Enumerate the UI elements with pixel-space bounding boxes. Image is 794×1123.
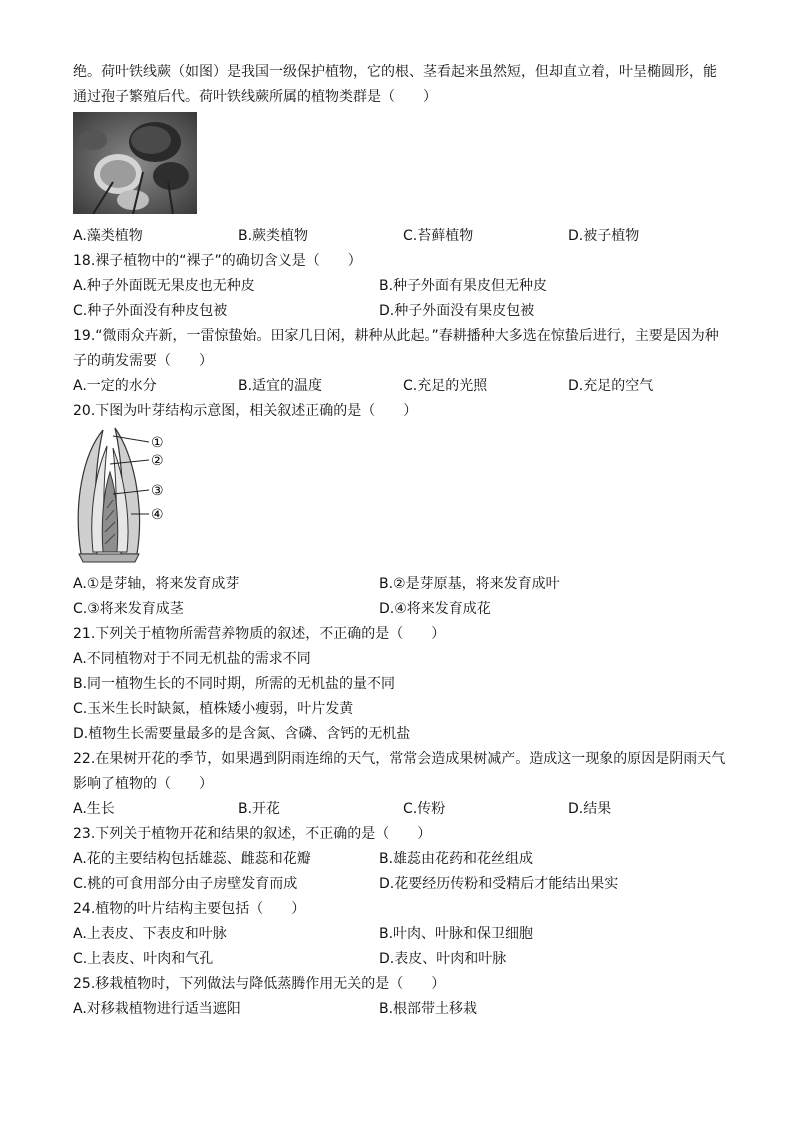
q23-option-a[interactable]: A.花的主要结构包括雄蕊、雌蕊和花瓣 [73, 851, 311, 867]
q17-option-a[interactable]: A.藻类植物 [73, 228, 143, 244]
q20-option-d[interactable]: D.④将来发育成花 [379, 601, 491, 617]
q18-option-c[interactable]: C.种子外面没有种皮包被 [73, 303, 228, 319]
q21-option-b[interactable]: B.同一植物生长的不同时期，所需的无机盐的量不同 [73, 676, 396, 692]
q25-options-row1 [73, 997, 733, 1022]
q22-options [73, 797, 733, 822]
q24-options-row2 [73, 947, 733, 972]
q20-stem: 20.下图为叶芽结构示意图，相关叙述正确的是（ ） [73, 403, 418, 419]
q25-stem: 25.移栽植物时，下列做法与降低蒸腾作用无关的是（ ） [73, 976, 446, 992]
q17-option-c[interactable]: C.苔藓植物 [403, 228, 474, 244]
q17-options [73, 224, 733, 249]
q23-options-row2 [73, 872, 733, 897]
q17-stem-line1: 绝。荷叶铁线蕨（如图）是我国一级保护植物，它的根、茎看起来虽然短，但却直立着，叶呈椭圆形，能 [73, 64, 717, 80]
q20-option-a[interactable]: A.①是芽轴，将来发育成芽 [73, 576, 240, 592]
q23-option-b[interactable]: B.雄蕊由花药和花丝组成 [379, 851, 534, 867]
q23-options-row1 [73, 847, 733, 872]
q19-stem-line2: 子的萌发需要（ ） [73, 353, 213, 369]
q24-options-row1 [73, 922, 733, 947]
q19-option-c[interactable]: C.充足的光照 [403, 378, 488, 394]
q19-option-b[interactable]: B.适宜的温度 [238, 378, 323, 394]
q21-stem: 21.下列关于植物所需营养物质的叙述，不正确的是（ ） [73, 626, 446, 642]
q21-option-a[interactable]: A.不同植物对于不同无机盐的需求不同 [73, 651, 311, 667]
q24-stem: 24.植物的叶片结构主要包括（ ） [73, 901, 306, 917]
q24-option-a[interactable]: A.上表皮、下表皮和叶脉 [73, 926, 227, 942]
q18-stem: 18.裸子植物中的“裸子”的确切含义是（ ） [73, 253, 362, 269]
q19-option-d[interactable]: D.充足的空气 [568, 378, 654, 394]
q19-option-a[interactable]: A.一定的水分 [73, 378, 157, 394]
leaf-bud-diagram [73, 424, 183, 564]
q17-stem-line2: 通过孢子繁殖后代。荷叶铁线蕨所属的植物类群是（ ） [73, 89, 437, 105]
q20-options-row1 [73, 572, 733, 597]
q20-options-row2 [73, 597, 733, 622]
q25-option-a[interactable]: A.对移栽植物进行适当遮阳 [73, 1001, 241, 1017]
q21-option-d[interactable]: D.植物生长需要量最多的是含氮、含磷、含钙的无机盐 [73, 726, 411, 742]
q22-option-b[interactable]: B.开花 [238, 801, 281, 817]
q22-option-d[interactable]: D.结果 [568, 801, 612, 817]
q22-option-a[interactable]: A.生长 [73, 801, 115, 817]
q25-option-b[interactable]: B.根部带土移栽 [379, 1001, 478, 1017]
q22-stem-line2: 影响了植物的（ ） [73, 776, 213, 792]
q18-option-b[interactable]: B.种子外面有果皮但无种皮 [379, 278, 548, 294]
q20-option-c[interactable]: C.③将来发育成茎 [73, 601, 184, 617]
q23-option-d[interactable]: D.花要经历传粉和受精后才能结出果实 [379, 876, 619, 892]
q17-option-d[interactable]: D.被子植物 [568, 228, 640, 244]
label-1: ① [151, 435, 164, 451]
label-2: ② [151, 453, 164, 469]
q18-option-d[interactable]: D.种子外面没有果皮包被 [379, 303, 535, 319]
q23-stem: 23.下列关于植物开花和结果的叙述，不正确的是（ ） [73, 826, 432, 842]
q24-option-c[interactable]: C.上表皮、叶肉和气孔 [73, 951, 214, 967]
exam-page [73, 60, 733, 1022]
q22-stem-line1: 22.在果树开花的季节，如果遇到阴雨连绵的天气，常常会造成果树减产。造成这一现象的原因是阴雨天气 [73, 751, 726, 767]
q24-option-d[interactable]: D.表皮、叶肉和叶脉 [379, 951, 507, 967]
label-3: ③ [151, 483, 164, 499]
q24-option-b[interactable]: B.叶肉、叶脉和保卫细胞 [379, 926, 534, 942]
label-4: ④ [151, 507, 164, 523]
q20-option-b[interactable]: B.②是芽原基，将来发育成叶 [379, 576, 560, 592]
q23-option-c[interactable]: C.桃的可食用部分由子房壁发育而成 [73, 876, 298, 892]
q21-option-c[interactable]: C.玉米生长时缺氮，植株矮小瘦弱，叶片发黄 [73, 701, 354, 717]
q19-stem-line1: 19.“微雨众卉新，一雷惊蛰始。田家几日闲，耕种从此起。”春耕播种大多选在惊蛰后进行，主要是因为种 [73, 328, 719, 344]
q18-option-a[interactable]: A.种子外面既无果皮也无种皮 [73, 278, 255, 294]
q17-option-b[interactable]: B.蕨类植物 [238, 228, 309, 244]
q18-options-row2 [73, 299, 733, 324]
q18-options-row1 [73, 274, 733, 299]
q19-options [73, 374, 733, 399]
fern-photo [73, 112, 197, 214]
q22-option-c[interactable]: C.传粉 [403, 801, 446, 817]
